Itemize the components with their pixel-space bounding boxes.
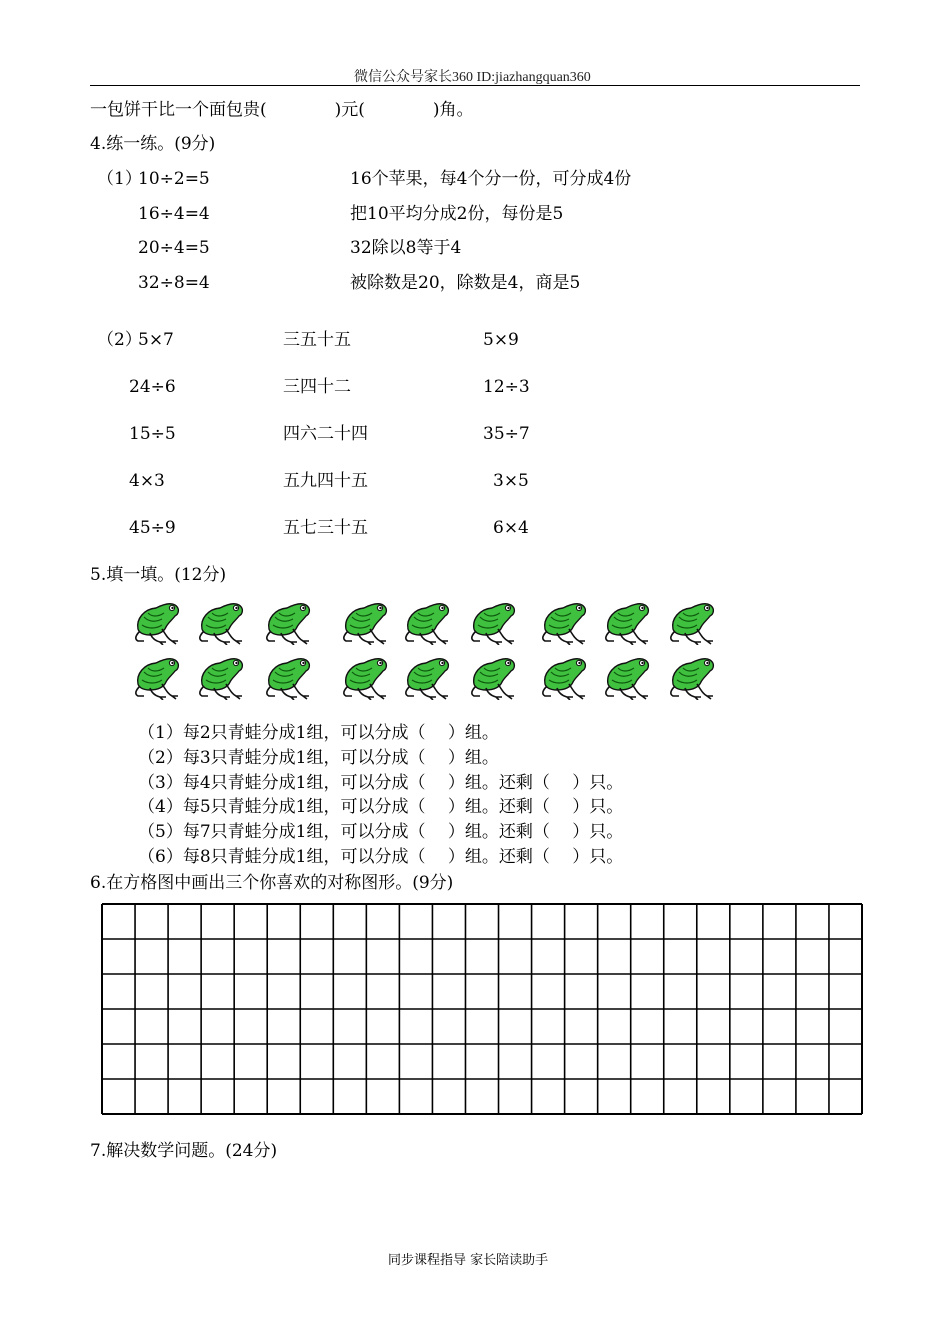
frog-icon bbox=[132, 599, 182, 645]
frog-icon bbox=[263, 599, 313, 645]
frog-icon bbox=[667, 599, 717, 645]
q4-part2-right: 3×5 bbox=[493, 471, 529, 491]
q4-part1-right: 32除以8等于4 bbox=[350, 238, 462, 258]
drawing-grid[interactable] bbox=[101, 903, 863, 1115]
frog-icon bbox=[132, 654, 182, 700]
q4-part2-middle: 四六二十四 bbox=[283, 424, 368, 444]
q5-title: 5.填一填。(12分) bbox=[90, 565, 227, 585]
q4-part2-right: 12÷3 bbox=[483, 377, 530, 397]
q4-part2-middle: 五九四十五 bbox=[283, 471, 368, 491]
q4-part1-left: 16÷4=4 bbox=[138, 204, 210, 224]
q4-part1-right: 16个苹果，每4个分一份，可分成4份 bbox=[350, 169, 632, 189]
q5-item: （3）每4只青蛙分成1组，可以分成（ ）组。还剩（ ）只。 bbox=[138, 773, 624, 793]
frog-icon bbox=[667, 654, 717, 700]
frog-icon bbox=[402, 654, 452, 700]
frog-icon bbox=[468, 654, 518, 700]
q5-item: （4）每5只青蛙分成1组，可以分成（ ）组。还剩（ ）只。 bbox=[138, 797, 624, 817]
q4-part2-left: 4×3 bbox=[129, 471, 165, 491]
q4-title: 4.练一练。(9分) bbox=[90, 134, 216, 154]
q4-part1-left: 10÷2=5 bbox=[138, 169, 210, 189]
q4-part2-right: 6×4 bbox=[493, 518, 529, 538]
frog-icon bbox=[539, 599, 589, 645]
q4-part2-label: （2） bbox=[97, 330, 142, 350]
q4-part2-left: 15÷5 bbox=[129, 424, 176, 444]
q4-part2-left: 24÷6 bbox=[129, 377, 176, 397]
page-footer: 同步课程指导 家长陪读助手 bbox=[388, 1253, 549, 1268]
q7-title: 7.解决数学问题。(24分) bbox=[90, 1141, 278, 1161]
header-rule bbox=[90, 85, 860, 86]
frog-icon bbox=[468, 599, 518, 645]
q4-part2-middle: 五七三十五 bbox=[283, 518, 368, 538]
frog-icon bbox=[263, 654, 313, 700]
q5-item: （1）每2只青蛙分成1组，可以分成（ ）组。 bbox=[138, 723, 499, 743]
q4-part2-right: 5×9 bbox=[483, 330, 519, 350]
q4-part2-left: 5×7 bbox=[138, 330, 174, 350]
frog-icon bbox=[602, 654, 652, 700]
q4-part2-left: 45÷9 bbox=[129, 518, 176, 538]
q4-part1-left: 32÷8=4 bbox=[138, 273, 210, 293]
question-3-tail: 一包饼干比一个面包贵( )元( )角。 bbox=[90, 100, 474, 120]
q4-part2-right: 35÷7 bbox=[483, 424, 530, 444]
frog-icon bbox=[340, 654, 390, 700]
q4-part2-middle: 三五十五 bbox=[283, 330, 351, 350]
page-header: 微信公众号家长360 ID:jiazhangquan360 bbox=[354, 70, 591, 85]
q6-title: 6.在方格图中画出三个你喜欢的对称图形。(9分) bbox=[90, 873, 454, 893]
frog-icon bbox=[402, 599, 452, 645]
q5-item: （5）每7只青蛙分成1组，可以分成（ ）组。还剩（ ）只。 bbox=[138, 822, 624, 842]
frog-icon bbox=[602, 599, 652, 645]
q4-part1-label: （1） bbox=[97, 169, 142, 189]
q5-item: （6）每8只青蛙分成1组，可以分成（ ）组。还剩（ ）只。 bbox=[138, 847, 624, 867]
q4-part2-middle: 三四十二 bbox=[283, 377, 351, 397]
frog-icon bbox=[196, 599, 246, 645]
frog-icon bbox=[196, 654, 246, 700]
q4-part1-right: 被除数是20，除数是4，商是5 bbox=[350, 273, 581, 293]
q4-part1-left: 20÷4=5 bbox=[138, 238, 210, 258]
frog-icon bbox=[539, 654, 589, 700]
q5-item: （2）每3只青蛙分成1组，可以分成（ ）组。 bbox=[138, 748, 499, 768]
q4-part1-right: 把10平均分成2份，每份是5 bbox=[350, 204, 564, 224]
frog-icon bbox=[340, 599, 390, 645]
